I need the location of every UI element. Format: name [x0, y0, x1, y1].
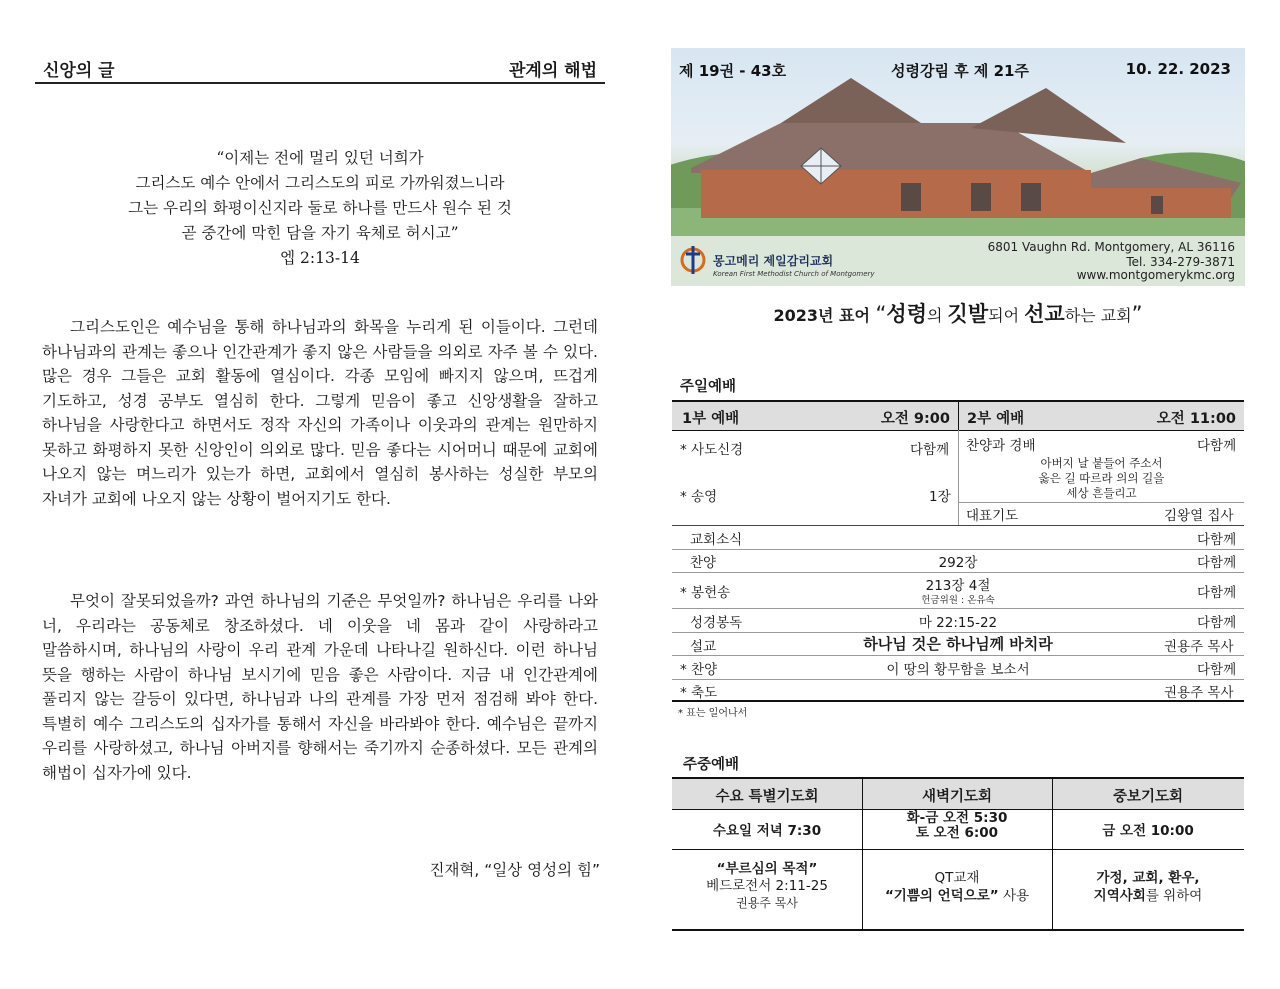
church-website: www.montgomerykmc.org [1076, 268, 1235, 282]
motto-open-quote: “ [875, 302, 887, 326]
intercession-suffix: 를 위하여 [1145, 888, 1203, 904]
order-who: 다함께 [1197, 585, 1237, 601]
church-phone: Tel. 334-279-3871 [1126, 255, 1235, 269]
paragraph-1: 그리스도인은 예수님을 통해 하나님과의 화목을 누리게 된 이들이다. 그런데 하나님과의 관계는 좋으나 인간관계가 좋지 않은 사람들을 의외로 자주 볼 수 있다. 많은 경우 그들은 교회 활동에 열심이다. 각종 모임에 빠지지 않으며, 뜨겁게 기도하고, 성경 공부도 열심히 한다. 그렇게 믿음이 좋고 신앙생활을 잘하고 하나님을 사랑한다고 하면서도 정작 자신의 가족이나 이웃과의 관계는 원만하지 못하고 화평하지 못한 신앙인이 의외로 많다. 믿음 좋다는 시어머니 때문에 교회에 나오지 않는 며느리가 있는가 하면, 교회에서 열심히 봉사하는 성실한 부모의 자녀가 교회에 나오지 않는 상황이 벌어지기도 한다. [42, 318, 598, 508]
row-divider [672, 572, 1244, 573]
sermon-title: 하나님 것은 하나님께 바치라 [863, 635, 1053, 653]
scripture-line: 곧 중간에 막힌 담을 자기 육체로 허시고” [181, 224, 459, 242]
service1-header [672, 402, 959, 431]
church-name: 몽고메리 제일감리교회 [713, 254, 834, 268]
scripture-line: 그는 우리의 화평이신지라 둘로 하나를 만드사 원수 된 것 [128, 199, 512, 217]
order-detail: 마 22:15-22 [918, 615, 998, 631]
part2-praise-who: 다함께 [1197, 438, 1237, 454]
dawn-time [862, 811, 1052, 841]
dawn-header: 새벽기도회 [921, 789, 993, 805]
year-motto [671, 298, 1245, 328]
intercession-detail [1052, 869, 1244, 905]
wednesday-sermon-title: “부르심의 목적” [716, 861, 818, 877]
motto-word: 선교 [1024, 302, 1065, 326]
sunday-worship-table [672, 400, 1244, 702]
section-divider [672, 525, 1244, 526]
order-detail: 292장 [938, 555, 978, 571]
offering-committee: 헌금위원 : 온유속 [921, 595, 995, 606]
part1-item: * 송영 [680, 489, 718, 505]
dawn-detail [862, 869, 1052, 905]
order-item: * 찬양 [680, 662, 718, 678]
intercession-header: 중보기도회 [1112, 789, 1184, 805]
intercession-time: 금 오전 10:00 [1102, 823, 1194, 839]
scripture-line: 그리스도 예수 안에서 그리스도의 피로 가까워졌느니라 [135, 174, 505, 192]
article-title: 관계의 해법 [508, 61, 597, 81]
praise-song: 세상 흔들리고 [1066, 486, 1137, 500]
bulletin-info-bar [671, 48, 1245, 90]
church-banner [671, 48, 1245, 286]
author-citation: 진재혁, “일상 영성의 힘” [429, 861, 600, 879]
row-divider [672, 608, 1244, 609]
order-who: 다함께 [1197, 532, 1237, 548]
section-label: 신앙의 글 [43, 61, 115, 81]
motto-prefix: 2023년 표어 [773, 306, 876, 325]
bulletin-date: 10. 22. 2023 [1125, 60, 1231, 78]
motto-text: 되어 [988, 306, 1025, 325]
order-who: 권용주 목사 [1164, 685, 1234, 701]
order-detail: 이 땅의 황무함을 보소서 [886, 662, 1030, 678]
wednesday-detail [672, 861, 862, 912]
part2-prayer-who: 김왕열 집사 [1164, 508, 1234, 524]
dawn-time-saturday: 토 오전 6:00 [915, 825, 999, 841]
motto-text: 하는 교회 [1064, 306, 1132, 325]
service2-time: 오전 11:00 [1156, 411, 1236, 427]
paragraph-2: 무엇이 잘못되었을까? 과연 하나님의 기준은 무엇일까? 하나님은 우리를 나와 너, 우리라는 공동체로 창조하셨다. 네 이웃을 네 몸과 같이 사랑하라고 말씀하시며, 하나님의 사랑이 우리 관계 가운데 나타나길 원하신다. 이런 하나님 뜻을 행하는 사람이 하나님 보시기에 믿음 좋은 사람이다. 지금 내 인간관계에 풀리지 않는 갈등이 있다면, 하나님과 나의 관계를 가장 먼저 점검해 봐야 한다. 특별히 예수 그리스도의 십자가를 통해서 자신을 바라봐야 한다. 예수님은 끝까지 우리를 사랑하셨고, 하나님 아버지를 향해서는 죽기까지 순종하셨다. 모든 관계의 해법이 십자가에 있다. [42, 592, 598, 782]
intercession-bold: 지역사회 [1093, 888, 1146, 904]
wednesday-speaker: 권용주 목사 [736, 896, 798, 910]
service1-name: 1부 예배 [682, 411, 740, 427]
church-name-en: Korean First Methodist Church of Montgomery [713, 270, 875, 278]
row-divider [672, 849, 1244, 850]
praise-song: 아버지 날 붙들어 주소서 [1040, 456, 1163, 470]
part2-prayer: 대표기도 [966, 508, 1019, 524]
sunday-worship-title: 주일예배 [680, 379, 737, 395]
part1-who: 1장 [929, 489, 951, 505]
row-divider [672, 679, 1244, 680]
part2-praise: 찬양과 경배 [966, 438, 1036, 454]
church-address: 6801 Vaughn Rd. Montgomery, AL 36116 [987, 240, 1235, 254]
dawn-time-weekday: 화-금 오전 5:30 [906, 810, 1008, 826]
standing-footnote: * 표는 일어나서 [678, 708, 748, 719]
qt-suffix: 사용 [998, 888, 1030, 904]
motto-word: 깃발 [947, 302, 989, 326]
row-divider [959, 502, 1244, 503]
order-who: 다함께 [1197, 555, 1237, 571]
order-item: 찬양 [690, 555, 717, 571]
order-item: 설교 [690, 639, 717, 655]
left-header [35, 52, 605, 84]
motto-text: 의 [927, 306, 948, 325]
intercession-line1: 가정, 교회, 환우, [1096, 870, 1200, 886]
service1-time: 오전 9:00 [880, 411, 950, 427]
weekday-worship-table [672, 777, 1244, 931]
weekday-worship-title: 주중예배 [683, 757, 740, 773]
part1-who: 다함께 [910, 442, 950, 458]
order-item: 성경봉독 [690, 615, 743, 631]
order-item: 교회소식 [690, 532, 743, 548]
volume-number: 제 19권 - 43호 [679, 62, 787, 80]
liturgical-season: 성령강림 후 제 21주 [891, 62, 1029, 80]
row-divider [672, 655, 1244, 656]
scripture-reference: 엡 2:13-14 [280, 249, 360, 267]
order-who: 다함께 [1197, 615, 1237, 631]
service2-header [959, 402, 1244, 431]
order-item: * 봉헌송 [680, 585, 731, 601]
qt-label: QT교재 [934, 870, 980, 886]
order-who: 권용주 목사 [1164, 639, 1234, 655]
order-detail: 213장 4절 [925, 578, 991, 594]
service2-name: 2부 예배 [967, 411, 1025, 427]
qt-book: “기쁨의 언덕으로” [884, 888, 999, 904]
wednesday-header: 수요 특별기도회 [715, 789, 819, 805]
order-item: * 축도 [680, 685, 718, 701]
part1-item: * 사도신경 [680, 442, 744, 458]
motto-word: 성령 [886, 302, 927, 326]
row-divider [672, 549, 1244, 550]
wednesday-time: 수요일 저녁 7:30 [712, 823, 822, 839]
motto-close-quote: ” [1131, 302, 1143, 326]
scripture-line: “이제는 전에 멀리 있던 너희가 [216, 149, 424, 167]
order-who: 다함께 [1197, 662, 1237, 678]
praise-song: 옳은 길 따르라 의의 길을 [1038, 471, 1165, 485]
wednesday-scripture: 베드로전서 2:11-25 [706, 878, 828, 894]
